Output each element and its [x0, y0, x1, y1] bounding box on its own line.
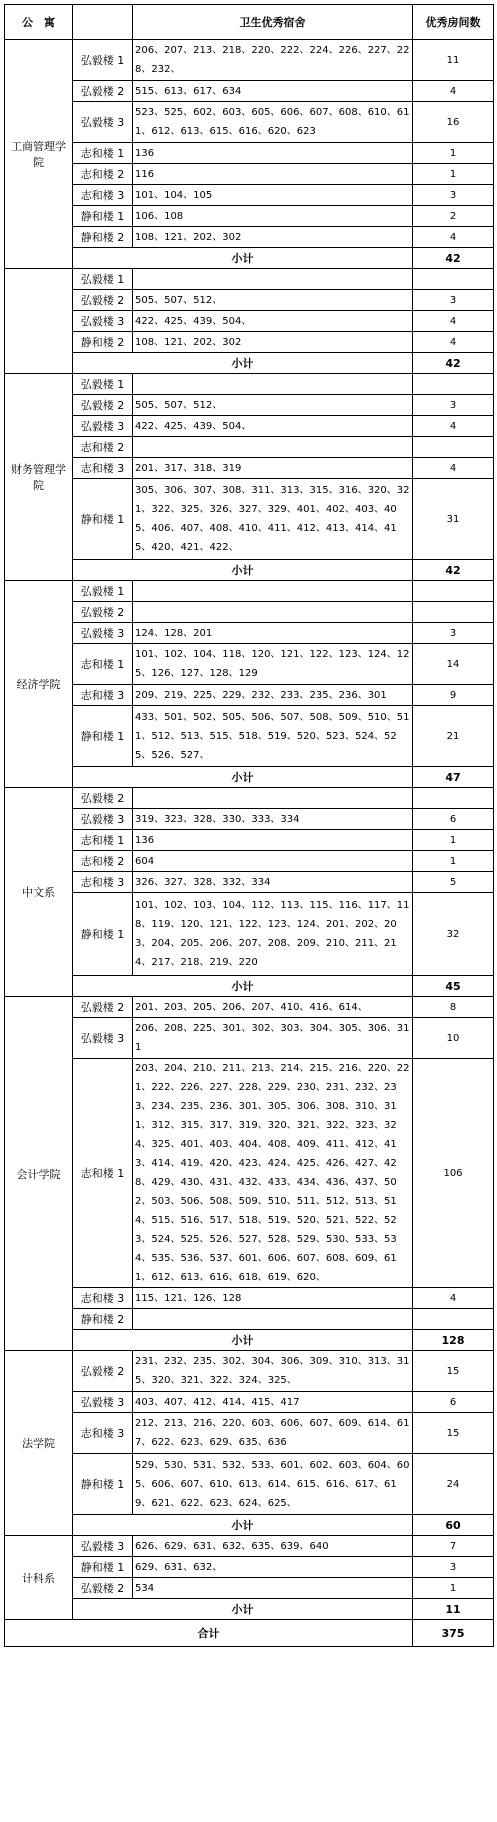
- college-cell: 财务管理学院: [5, 374, 73, 581]
- building-cell: 静和楼 1: [73, 893, 133, 976]
- table-row: [5, 788, 494, 809]
- building-cell: 志和楼 2: [73, 437, 133, 458]
- count-cell: 14: [413, 644, 494, 685]
- table-row: [5, 644, 494, 685]
- table-row: [5, 1059, 494, 1288]
- subtotal-value: 60: [413, 1515, 494, 1536]
- count-cell: 5: [413, 872, 494, 893]
- count-cell: 3: [413, 623, 494, 644]
- count-cell: 1: [413, 1578, 494, 1599]
- subtotal-label: 小计: [73, 767, 413, 788]
- subtotal-value: 45: [413, 976, 494, 997]
- count-cell: [413, 581, 494, 602]
- college-cell: [5, 269, 73, 374]
- rooms-cell: 201、203、205、206、207、410、416、614、: [133, 997, 413, 1018]
- count-cell: 8: [413, 997, 494, 1018]
- total-label: 合计: [5, 1620, 413, 1647]
- count-cell: [413, 788, 494, 809]
- subtotal-value: 128: [413, 1330, 494, 1351]
- table-row: [5, 851, 494, 872]
- building-cell: 弘毅楼 3: [73, 1392, 133, 1413]
- building-cell: 弘毅楼 1: [73, 581, 133, 602]
- table-row: [5, 1454, 494, 1515]
- subtotal-row: [5, 248, 494, 269]
- count-cell: 9: [413, 685, 494, 706]
- college-cell: 经济学院: [5, 581, 73, 788]
- header-college: 公 寓: [5, 5, 73, 40]
- count-cell: 3: [413, 290, 494, 311]
- rooms-cell: [133, 1309, 413, 1330]
- rooms-cell: 626、629、631、632、635、639、640: [133, 1536, 413, 1557]
- rooms-cell: 529、530、531、532、533、601、602、603、604、605、606、607、610、613、614、615、616、617、619、621、622、623、624、625、: [133, 1454, 413, 1515]
- subtotal-label: 小计: [73, 248, 413, 269]
- building-cell: 静和楼 2: [73, 1309, 133, 1330]
- rooms-cell: 106、108: [133, 206, 413, 227]
- rooms-cell: 108、121、202、302: [133, 227, 413, 248]
- table-row: [5, 893, 494, 976]
- table-row: [5, 1309, 494, 1330]
- table-row: [5, 1288, 494, 1309]
- subtotal-value: 42: [413, 353, 494, 374]
- building-cell: 弘毅楼 2: [73, 81, 133, 102]
- college-cell: 中文系: [5, 788, 73, 997]
- table-row: [5, 164, 494, 185]
- header-rooms: 卫生优秀宿舍: [133, 5, 413, 40]
- count-cell: 106: [413, 1059, 494, 1288]
- rooms-cell: 203、204、210、211、213、214、215、216、220、221、222、226、227、228、229、230、231、232、233、234、235、236、301、305、306、308、310、311、312、315、317、319、320、321、322、323、324、325、401、403、404、408、409、411、412、413、414、419、420、423、424、425、426、427、428、429、430、431、432、433、434、436、437、502、503、506、508、509、510、511、512、513、514、515、516、517、518、519、520、521、522、523、524、525、526、527、528、529、530、533、534、535、536、537、601、606、607、608、609、611、612、613、616、618、619、620、: [133, 1059, 413, 1288]
- rooms-cell: [133, 269, 413, 290]
- count-cell: 1: [413, 143, 494, 164]
- building-cell: 弘毅楼 2: [73, 1351, 133, 1392]
- count-cell: 16: [413, 102, 494, 143]
- rooms-cell: 422、425、439、504、: [133, 416, 413, 437]
- building-cell: 志和楼 3: [73, 685, 133, 706]
- building-cell: 弘毅楼 1: [73, 269, 133, 290]
- count-cell: 6: [413, 1392, 494, 1413]
- subtotal-value: 42: [413, 248, 494, 269]
- subtotal-value: 11: [413, 1599, 494, 1620]
- count-cell: 4: [413, 332, 494, 353]
- count-cell: 4: [413, 458, 494, 479]
- rooms-cell: [133, 437, 413, 458]
- rooms-cell: 515、613、617、634: [133, 81, 413, 102]
- dorm-table: [4, 4, 494, 1647]
- rooms-cell: 101、102、103、104、112、113、115、116、117、118、119、120、121、122、123、124、201、202、203、204、205、206、207、208、209、210、211、214、217、218、219、220: [133, 893, 413, 976]
- count-cell: 7: [413, 1536, 494, 1557]
- rooms-cell: 101、104、105: [133, 185, 413, 206]
- rooms-cell: 629、631、632、: [133, 1557, 413, 1578]
- building-cell: 志和楼 3: [73, 872, 133, 893]
- rooms-cell: 206、207、213、218、220、222、224、226、227、228、232、: [133, 40, 413, 81]
- subtotal-row: [5, 353, 494, 374]
- table-row: [5, 102, 494, 143]
- table-row: [5, 602, 494, 623]
- table-row: [5, 311, 494, 332]
- rooms-cell: 201、317、318、319: [133, 458, 413, 479]
- table-row: [5, 809, 494, 830]
- building-cell: 志和楼 3: [73, 1413, 133, 1454]
- building-cell: 静和楼 1: [73, 1557, 133, 1578]
- count-cell: 31: [413, 479, 494, 560]
- rooms-cell: [133, 788, 413, 809]
- table-row: [5, 1018, 494, 1059]
- table-row: [5, 830, 494, 851]
- building-cell: 弘毅楼 2: [73, 997, 133, 1018]
- subtotal-row: [5, 1330, 494, 1351]
- building-cell: 弘毅楼 3: [73, 1018, 133, 1059]
- building-cell: 弘毅楼 3: [73, 623, 133, 644]
- building-cell: 志和楼 3: [73, 1288, 133, 1309]
- subtotal-label: 小计: [73, 353, 413, 374]
- building-cell: 弘毅楼 3: [73, 311, 133, 332]
- rooms-cell: [133, 602, 413, 623]
- count-cell: 4: [413, 1288, 494, 1309]
- college-cell: 会计学院: [5, 997, 73, 1351]
- subtotal-row: [5, 560, 494, 581]
- rooms-cell: 101、102、104、118、120、121、122、123、124、125、126、127、128、129: [133, 644, 413, 685]
- count-cell: 15: [413, 1351, 494, 1392]
- table-row: [5, 685, 494, 706]
- building-cell: 志和楼 1: [73, 1059, 133, 1288]
- rooms-cell: 326、327、328、332、334: [133, 872, 413, 893]
- count-cell: 2: [413, 206, 494, 227]
- table-row: [5, 374, 494, 395]
- count-cell: 11: [413, 40, 494, 81]
- table-row: [5, 227, 494, 248]
- table-row: [5, 458, 494, 479]
- rooms-cell: 505、507、512、: [133, 290, 413, 311]
- building-cell: 弘毅楼 3: [73, 1536, 133, 1557]
- header-count: 优秀房间数: [413, 5, 494, 40]
- rooms-cell: 136: [133, 143, 413, 164]
- count-cell: [413, 374, 494, 395]
- table-row: [5, 290, 494, 311]
- table-row: [5, 81, 494, 102]
- building-cell: 静和楼 1: [73, 206, 133, 227]
- building-cell: 弘毅楼 3: [73, 416, 133, 437]
- table-row: [5, 185, 494, 206]
- rooms-cell: 206、208、225、301、302、303、304、305、306、311: [133, 1018, 413, 1059]
- table-row: [5, 623, 494, 644]
- table-row: [5, 706, 494, 767]
- building-cell: 志和楼 3: [73, 458, 133, 479]
- count-cell: 3: [413, 395, 494, 416]
- count-cell: 4: [413, 227, 494, 248]
- rooms-cell: 523、525、602、603、605、606、607、608、610、611、612、613、615、616、620、623: [133, 102, 413, 143]
- count-cell: 21: [413, 706, 494, 767]
- table-row: [5, 1351, 494, 1392]
- rooms-cell: 305、306、307、308、311、313、315、316、320、321、322、325、326、327、329、401、402、403、405、406、407、408、410、411、412、413、414、415、420、421、422、: [133, 479, 413, 560]
- table-row: [5, 206, 494, 227]
- rooms-cell: 231、232、235、302、304、306、309、310、313、315、320、321、322、324、325、: [133, 1351, 413, 1392]
- table-row: [5, 997, 494, 1018]
- subtotal-label: 小计: [73, 976, 413, 997]
- count-cell: 15: [413, 1413, 494, 1454]
- count-cell: [413, 1309, 494, 1330]
- table-row: [5, 1413, 494, 1454]
- table-row: [5, 395, 494, 416]
- rooms-cell: 534: [133, 1578, 413, 1599]
- header-row: [5, 5, 494, 40]
- building-cell: 志和楼 1: [73, 143, 133, 164]
- count-cell: 4: [413, 311, 494, 332]
- count-cell: 4: [413, 81, 494, 102]
- rooms-cell: 319、323、328、330、333、334: [133, 809, 413, 830]
- building-cell: 静和楼 1: [73, 479, 133, 560]
- count-cell: [413, 437, 494, 458]
- rooms-cell: 604: [133, 851, 413, 872]
- subtotal-row: [5, 1515, 494, 1536]
- table-row: [5, 479, 494, 560]
- building-cell: 弘毅楼 2: [73, 602, 133, 623]
- table-row: [5, 1557, 494, 1578]
- rooms-cell: 403、407、412、414、415、417: [133, 1392, 413, 1413]
- total-row: [5, 1620, 494, 1647]
- table-row: [5, 143, 494, 164]
- building-cell: 静和楼 2: [73, 227, 133, 248]
- subtotal-value: 42: [413, 560, 494, 581]
- rooms-cell: 422、425、439、504、: [133, 311, 413, 332]
- rooms-cell: 136: [133, 830, 413, 851]
- count-cell: 3: [413, 185, 494, 206]
- rooms-cell: 209、219、225、229、232、233、235、236、301: [133, 685, 413, 706]
- count-cell: 10: [413, 1018, 494, 1059]
- building-cell: 静和楼 1: [73, 1454, 133, 1515]
- building-cell: 弘毅楼 3: [73, 102, 133, 143]
- total-value: 375: [413, 1620, 494, 1647]
- table-row: [5, 437, 494, 458]
- table-row: [5, 416, 494, 437]
- building-cell: 静和楼 1: [73, 706, 133, 767]
- table-row: [5, 40, 494, 81]
- table-row: [5, 1536, 494, 1557]
- subtotal-label: 小计: [73, 1330, 413, 1351]
- subtotal-row: [5, 976, 494, 997]
- college-cell: 法学院: [5, 1351, 73, 1536]
- count-cell: [413, 602, 494, 623]
- subtotal-row: [5, 1599, 494, 1620]
- building-cell: 志和楼 3: [73, 185, 133, 206]
- subtotal-row: [5, 767, 494, 788]
- subtotal-value: 47: [413, 767, 494, 788]
- count-cell: [413, 269, 494, 290]
- building-cell: 弘毅楼 2: [73, 1578, 133, 1599]
- building-cell: 弘毅楼 1: [73, 40, 133, 81]
- building-cell: 弘毅楼 2: [73, 395, 133, 416]
- rooms-cell: 108、121、202、302: [133, 332, 413, 353]
- table-row: [5, 872, 494, 893]
- college-cell: 计科系: [5, 1536, 73, 1620]
- rooms-cell: 124、128、201: [133, 623, 413, 644]
- rooms-cell: [133, 374, 413, 395]
- table-row: [5, 1578, 494, 1599]
- count-cell: 24: [413, 1454, 494, 1515]
- table-row: [5, 1392, 494, 1413]
- college-cell: 工商管理学院: [5, 40, 73, 269]
- building-cell: 弘毅楼 2: [73, 788, 133, 809]
- count-cell: 1: [413, 830, 494, 851]
- building-cell: 弘毅楼 3: [73, 809, 133, 830]
- count-cell: 6: [413, 809, 494, 830]
- building-cell: 志和楼 2: [73, 851, 133, 872]
- rooms-cell: 116: [133, 164, 413, 185]
- page: [4, 4, 493, 1647]
- rooms-cell: 115、121、126、128: [133, 1288, 413, 1309]
- subtotal-label: 小计: [73, 560, 413, 581]
- count-cell: 32: [413, 893, 494, 976]
- building-cell: 静和楼 2: [73, 332, 133, 353]
- table-row: [5, 332, 494, 353]
- rooms-cell: 505、507、512、: [133, 395, 413, 416]
- count-cell: 4: [413, 416, 494, 437]
- building-cell: 弘毅楼 2: [73, 290, 133, 311]
- rooms-cell: 212、213、216、220、603、606、607、609、614、617、622、623、629、635、636: [133, 1413, 413, 1454]
- count-cell: 3: [413, 1557, 494, 1578]
- table-row: [5, 581, 494, 602]
- building-cell: 弘毅楼 1: [73, 374, 133, 395]
- building-cell: 志和楼 2: [73, 164, 133, 185]
- header-building: [73, 5, 133, 40]
- rooms-cell: 433、501、502、505、506、507、508、509、510、511、512、513、515、518、519、520、523、524、525、526、527、: [133, 706, 413, 767]
- rooms-cell: [133, 581, 413, 602]
- subtotal-label: 小计: [73, 1599, 413, 1620]
- table-row: [5, 269, 494, 290]
- building-cell: 志和楼 1: [73, 830, 133, 851]
- building-cell: 志和楼 1: [73, 644, 133, 685]
- subtotal-label: 小计: [73, 1515, 413, 1536]
- count-cell: 1: [413, 164, 494, 185]
- count-cell: 1: [413, 851, 494, 872]
